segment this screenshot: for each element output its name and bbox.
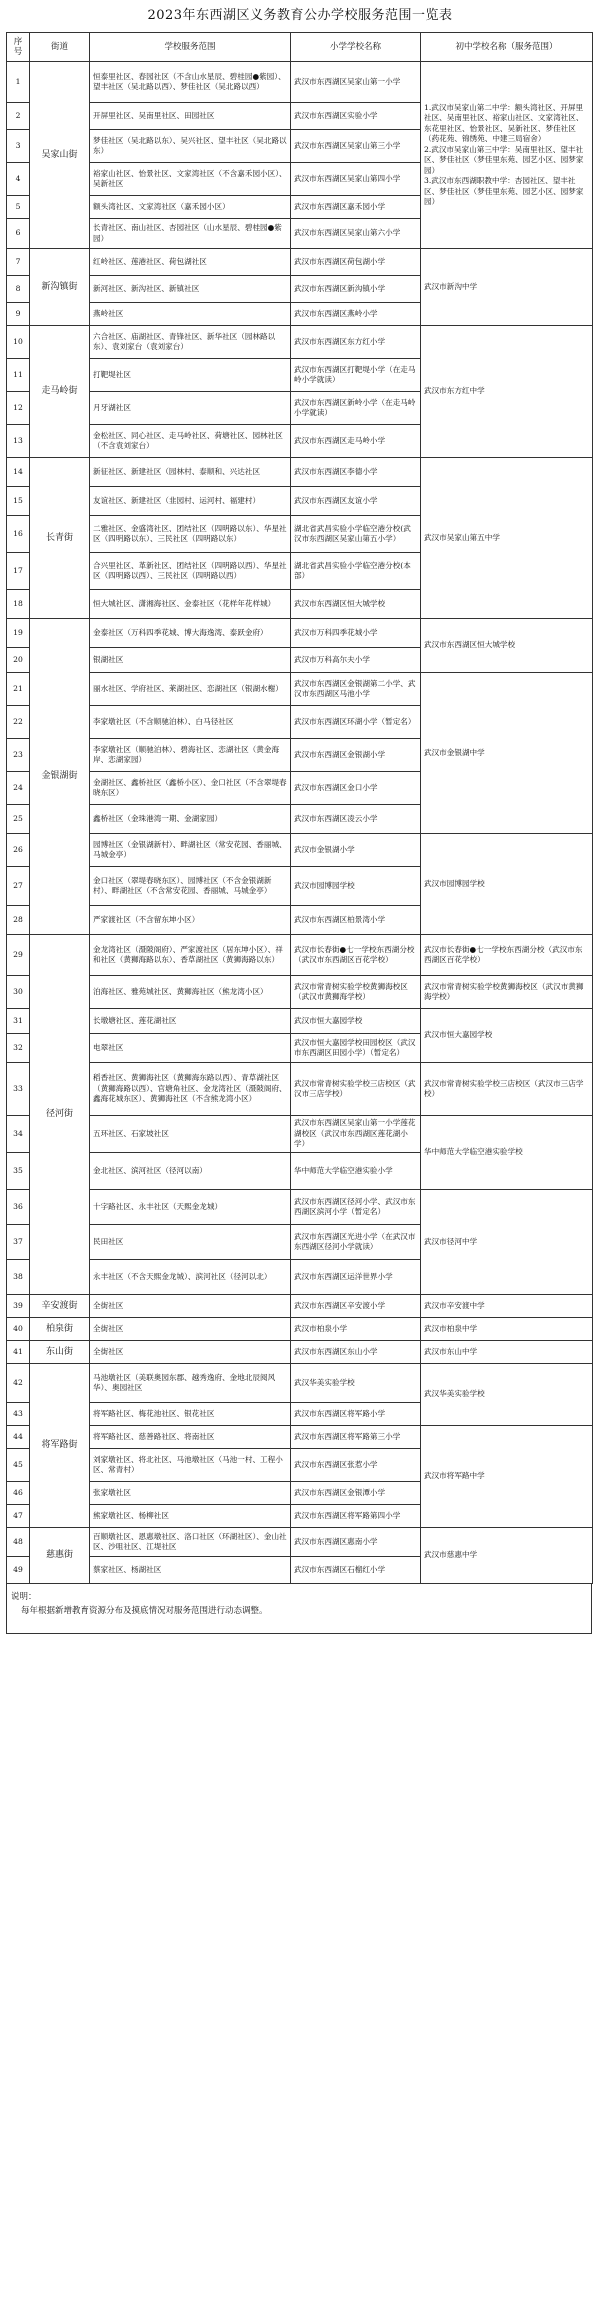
street-cell: 径河街 (30, 935, 90, 1295)
service-range-cell: 金湖社区、鑫桥社区（鑫桥小区）、金口社区（不含翠堤春晓东区） (90, 772, 291, 805)
primary-school-cell: 湖北省武昌实验小学临空港分校(武汉市东西湖区吴家山第五小学） (291, 516, 421, 553)
service-range-cell: 月牙湖社区 (90, 392, 291, 425)
row-number: 3 (7, 130, 30, 163)
table-row (7, 1295, 593, 1318)
row-number: 41 (7, 1341, 30, 1364)
row-number: 43 (7, 1403, 30, 1426)
row-number: 1 (7, 62, 30, 103)
row-number: 20 (7, 648, 30, 673)
service-range-table (6, 32, 593, 1584)
header-middle-school: 初中学校名称（服务范围） (421, 33, 593, 62)
primary-school-cell: 华中师范大学临空港实验小学 (291, 1153, 421, 1190)
primary-school-cell: 武汉市东西湖区运洋世界小学 (291, 1260, 421, 1295)
service-range-cell: 燕岭社区 (90, 303, 291, 326)
primary-school-cell: 武汉市东西湖区金银潭小学 (291, 1482, 421, 1505)
primary-school-cell: 武汉市东西湖区金银湖小学 (291, 739, 421, 772)
service-range-cell: 裕家山社区、怡景社区、文家湾社区（不含嘉禾园小区）、吴新社区 (90, 163, 291, 196)
middle-school-cell: 武汉市东西湖区恒大城学校 (421, 619, 593, 673)
primary-school-cell: 武汉市东西湖区吴家山第三小学 (291, 130, 421, 163)
middle-school-cell: 武汉市园博园学校 (421, 834, 593, 935)
row-number: 2 (7, 103, 30, 130)
middle-school-cell: 武汉市东山中学 (421, 1341, 593, 1364)
service-range-cell: 蔡家社区、杨湖社区 (90, 1557, 291, 1584)
primary-school-cell: 武汉市东西湖区走马岭小学 (291, 425, 421, 458)
table-row (7, 458, 593, 487)
row-number: 21 (7, 673, 30, 706)
street-cell: 辛安渡街 (30, 1295, 90, 1318)
table-note (6, 1584, 592, 1634)
table-row (7, 1364, 593, 1403)
primary-school-cell: 武汉市东西湖区石榴红小学 (291, 1557, 421, 1584)
service-range-cell: 恒大城社区、潇湘海社区、金泰社区（花样年花样城） (90, 590, 291, 619)
primary-school-cell: 武汉市常青树实验学校三店校区（武汉市三店学校） (291, 1063, 421, 1116)
row-number: 30 (7, 976, 30, 1009)
middle-school-cell: 武汉市长春街●七一学校东西湖分校（武汉市东西湖区百花学校） (421, 935, 593, 976)
primary-school-cell: 武汉市东西湖区打靶堤小学（在走马岭小学就读） (291, 359, 421, 392)
middle-school-cell: 武汉市辛安渡中学 (421, 1295, 593, 1318)
table-row (7, 1341, 593, 1364)
note-text: 每年根据新增教育资源分布及摸底情况对服务范围进行动态调整。 (21, 1606, 268, 1616)
middle-school-cell: 武汉市常青树实验学校黄狮海校区（武汉市黄狮海学校） (421, 976, 593, 1009)
service-range-cell: 李家墩社区（不含顺驰泊林）、白马径社区 (90, 706, 291, 739)
row-number: 23 (7, 739, 30, 772)
row-number: 37 (7, 1225, 30, 1260)
service-range-cell: 永丰社区（不含天熙金龙城）、滨河社区（径河以北） (90, 1260, 291, 1295)
street-cell: 慈惠街 (30, 1528, 90, 1584)
table-row (7, 1190, 593, 1225)
service-range-cell: 金北社区、滨河社区（径河以南） (90, 1153, 291, 1190)
primary-school-cell: 武汉市柏泉小学 (291, 1318, 421, 1341)
service-range-cell: 全街社区 (90, 1295, 291, 1318)
service-range-cell: 银湖社区 (90, 648, 291, 673)
middle-school-cell: 武汉市常青树实验学校三店校区（武汉市三店学校） (421, 1063, 593, 1116)
middle-school-entry: 3.武汉市东西湖职教中学：杏园社区、望丰社区、梦佳社区（梦佳里东苑、园艺小区、园梦家园） (424, 176, 584, 206)
street-cell: 东山街 (30, 1341, 90, 1364)
service-range-cell: 马池墩社区（美联奥园东郡、越秀逸府、金地北辰阅风华）、奥园社区 (90, 1364, 291, 1403)
service-range-cell: 打靶堤社区 (90, 359, 291, 392)
row-number: 19 (7, 619, 30, 648)
street-cell: 柏泉街 (30, 1318, 90, 1341)
primary-school-cell: 武汉市东西湖区环湖小学（暂定名） (291, 706, 421, 739)
primary-school-cell: 武汉市东西湖区嘉禾园小学 (291, 196, 421, 219)
row-number: 38 (7, 1260, 30, 1295)
page-title: 2023年东西湖区义务教育公办学校服务范围一览表 (147, 8, 453, 23)
service-range-cell: 刘家墩社区、将北社区、马池墩社区（马池一村、工程小区、常青村） (90, 1449, 291, 1482)
primary-school-cell: 武汉市东西湖区吴家山第六小学 (291, 219, 421, 249)
middle-school-entry: 2.武汉市吴家山第三中学：吴南里社区、望丰社区、梦佳社区（梦佳里东苑、园艺小区、园梦家园） (424, 144, 584, 175)
middle-school-cell (421, 62, 593, 249)
street-cell: 新沟镇街 (30, 249, 90, 326)
row-number: 31 (7, 1009, 30, 1034)
row-number: 46 (7, 1482, 30, 1505)
primary-school-cell: 武汉市万科四季花城小学 (291, 619, 421, 648)
primary-school-cell: 武汉市东西湖区李德小学 (291, 458, 421, 487)
primary-school-cell: 武汉市东西湖区凌云小学 (291, 805, 421, 834)
primary-school-cell: 武汉市东西湖区吴家山第四小学 (291, 163, 421, 196)
service-range-cell: 全街社区 (90, 1341, 291, 1364)
row-number: 48 (7, 1528, 30, 1557)
service-range-cell: 长墩塘社区、莲花湖社区 (90, 1009, 291, 1034)
table-row (7, 935, 593, 976)
street-cell: 金银湖街 (30, 619, 90, 935)
row-number: 39 (7, 1295, 30, 1318)
header-primary-school: 小学学校名称 (291, 33, 421, 62)
row-number: 15 (7, 487, 30, 516)
row-number: 28 (7, 906, 30, 935)
service-range-cell: 金泰社区（万科四季花城、博大海逸湾、泰跃金府） (90, 619, 291, 648)
row-number: 33 (7, 1063, 30, 1116)
row-number: 29 (7, 935, 30, 976)
primary-school-cell: 武汉市东西湖区惠南小学 (291, 1528, 421, 1557)
row-number: 25 (7, 805, 30, 834)
service-range-cell: 李家墩社区（顺驰泊林）、碧海社区、恋湖社区（黄金海岸、恋湖家园） (90, 739, 291, 772)
service-range-cell: 泊海社区、雅苑城社区、黄狮海社区（熊龙湾小区） (90, 976, 291, 1009)
row-number: 10 (7, 326, 30, 359)
service-range-cell: 红岭社区、莲港社区、荷包湖社区 (90, 249, 291, 276)
row-number: 32 (7, 1034, 30, 1063)
header-no: 序号 (7, 33, 30, 62)
middle-school-cell: 武汉市慈惠中学 (421, 1528, 593, 1584)
primary-school-cell: 武汉市东西湖区实验小学 (291, 103, 421, 130)
service-range-cell: 百顺墩社区、恩惠墩社区、洛口社区（环湖社区）、金山社区、沙咀社区、江堤社区 (90, 1528, 291, 1557)
service-range-cell: 开屏里社区、吴南里社区、田园社区 (90, 103, 291, 130)
primary-school-cell: 武汉市东西湖区吴家山第一小学 (291, 62, 421, 103)
service-range-cell: 五环社区、石家坡社区 (90, 1116, 291, 1153)
row-number: 9 (7, 303, 30, 326)
service-range-cell: 将军路社区、梅花池社区、银花社区 (90, 1403, 291, 1426)
primary-school-cell: 武汉市东西湖区新沟镇小学 (291, 276, 421, 303)
primary-school-cell: 武汉市金银湖小学 (291, 834, 421, 867)
row-number: 13 (7, 425, 30, 458)
table-row (7, 1116, 593, 1153)
service-range-cell: 合兴里社区、革新社区、团结社区（四明路以西）、华星社区（四明路以西）、三民社区（四明路以西） (90, 553, 291, 590)
primary-school-cell: 湖北省武昌实验小学临空港分校(本部） (291, 553, 421, 590)
middle-school-cell: 武汉市径河中学 (421, 1190, 593, 1295)
middle-school-cell: 武汉市柏泉中学 (421, 1318, 593, 1341)
middle-school-cell: 华中师范大学临空港实验学校 (421, 1116, 593, 1190)
service-range-cell: 长青社区、南山社区、杏园社区（山水星辰、碧桂园●紫园） (90, 219, 291, 249)
service-range-cell: 金口社区（翠堤春晓东区）、园博社区（不含金银湖新村）、畔湖社区（不含常安花园、香丽城、马城金亭） (90, 867, 291, 906)
row-number: 45 (7, 1449, 30, 1482)
primary-school-cell: 武汉市万科高尔夫小学 (291, 648, 421, 673)
row-number: 40 (7, 1318, 30, 1341)
service-range-cell: 电翠社区 (90, 1034, 291, 1063)
row-number: 11 (7, 359, 30, 392)
row-number: 5 (7, 196, 30, 219)
primary-school-cell: 武汉市东西湖区友谊小学 (291, 487, 421, 516)
header-street: 街道 (30, 33, 90, 62)
service-range-cell: 十字路社区、永丰社区（天熙金龙城） (90, 1190, 291, 1225)
row-number: 12 (7, 392, 30, 425)
middle-school-cell: 武汉市东方红中学 (421, 326, 593, 458)
row-number: 47 (7, 1505, 30, 1528)
row-number: 26 (7, 834, 30, 867)
service-range-cell: 园博社区（金银湖新村）、畔湖社区（常安花园、香丽城、马城金亭） (90, 834, 291, 867)
primary-school-cell: 武汉市东西湖区燕岭小学 (291, 303, 421, 326)
row-number: 42 (7, 1364, 30, 1403)
table-row (7, 1318, 593, 1341)
primary-school-cell: 武汉市东西湖区光进小学（在武汉市东西湖区径河小学就读） (291, 1225, 421, 1260)
middle-school-cell: 武汉市吴家山第五中学 (421, 458, 593, 619)
service-range-cell: 恒泰里社区、春园社区（不含山水星辰、碧桂园●紫园）、望丰社区（吴北路以西）、梦佳社区（吴北路以西） (90, 62, 291, 103)
note-label: 说明： (11, 1592, 37, 1602)
service-range-cell: 新征社区、新建社区（园林村、泰顺和、兴达社区 (90, 458, 291, 487)
middle-school-cell: 武汉市新沟中学 (421, 249, 593, 326)
row-number: 17 (7, 553, 30, 590)
service-range-cell: 鑫桥社区（金珠港湾一期、金湖家园） (90, 805, 291, 834)
row-number: 8 (7, 276, 30, 303)
table-row (7, 326, 593, 359)
primary-school-cell: 武汉市东西湖区新岭小学（在走马岭小学就读） (291, 392, 421, 425)
service-range-cell: 民田社区 (90, 1225, 291, 1260)
service-range-cell: 将军路社区、慈善路社区、将南社区 (90, 1426, 291, 1449)
row-number: 27 (7, 867, 30, 906)
row-number: 6 (7, 219, 30, 249)
primary-school-cell: 武汉市常青树实验学校黄狮海校区（武汉市黄狮海学校） (291, 976, 421, 1009)
primary-school-cell: 武汉市东西湖区张惹小学 (291, 1449, 421, 1482)
row-number: 4 (7, 163, 30, 196)
service-range-cell: 额头湾社区、文家湾社区（嘉禾园小区） (90, 196, 291, 219)
table-row (7, 1009, 593, 1034)
table-row (7, 834, 593, 867)
service-range-cell: 熊家墩社区、杨柳社区 (90, 1505, 291, 1528)
table-row (7, 619, 593, 648)
row-number: 34 (7, 1116, 30, 1153)
middle-school-cell: 武汉市金银湖中学 (421, 673, 593, 834)
primary-school-cell: 武汉市园博园学校 (291, 867, 421, 906)
service-range-cell: 张家墩社区 (90, 1482, 291, 1505)
service-range-cell: 六合社区、庙湖社区、青锋社区、新华社区（园林路以东）、袁刘家台（袁刘家台） (90, 326, 291, 359)
middle-school-entry: 1.武汉市吴家山第二中学：额头湾社区、开屏里社区、吴南里社区、裕家山社区、文家湾社区、东花里社区、怡景社区、吴新社区、梦佳社区（药花苑、锦绣苑、中建三局宿舍） (424, 102, 584, 143)
primary-school-cell: 武汉市恒大嘉园学校田园校区（武汉市东西湖区田园小学）（暂定名） (291, 1034, 421, 1063)
primary-school-cell: 武汉市东西湖区将军路第三小学 (291, 1426, 421, 1449)
service-range-cell: 金松社区、同心社区、走马岭社区、荷塘社区、园林社区（不含袁刘家台） (90, 425, 291, 458)
service-range-cell: 严家渡社区（不含留东坤小区） (90, 906, 291, 935)
header-service-range: 学校服务范围 (90, 33, 291, 62)
table-row (7, 249, 593, 276)
primary-school-cell: 武汉市东西湖区将军路第四小学 (291, 1505, 421, 1528)
primary-school-cell: 武汉华美实验学校 (291, 1364, 421, 1403)
primary-school-cell: 武汉市东西湖区将军路小学 (291, 1403, 421, 1426)
middle-school-cell: 武汉华美实验学校 (421, 1364, 593, 1426)
table-row (7, 976, 593, 1009)
row-number: 35 (7, 1153, 30, 1190)
table-row (7, 1528, 593, 1557)
row-number: 44 (7, 1426, 30, 1449)
row-number: 36 (7, 1190, 30, 1225)
row-number: 14 (7, 458, 30, 487)
service-range-cell: 新河社区、新沟社区、新镇社区 (90, 276, 291, 303)
row-number: 7 (7, 249, 30, 276)
street-cell: 长青街 (30, 458, 90, 619)
street-cell: 将军路街 (30, 1364, 90, 1528)
street-cell: 吴家山街 (30, 62, 90, 249)
primary-school-cell: 武汉市东西湖区东山小学 (291, 1341, 421, 1364)
primary-school-cell: 武汉市东西湖区恒大城学校 (291, 590, 421, 619)
service-range-cell: 丽水社区、学府社区、莱湖社区、恋湖社区（银湖水榭） (90, 673, 291, 706)
row-number: 49 (7, 1557, 30, 1584)
primary-school-cell: 武汉市东西湖区荷包湖小学 (291, 249, 421, 276)
primary-school-cell: 武汉市东西湖区东方红小学 (291, 326, 421, 359)
primary-school-cell: 武汉市东西湖区金银湖第二小学、武汉市东西湖区马池小学 (291, 673, 421, 706)
service-range-cell: 二雅社区、金盛湾社区、团结社区（四明路以东）、华星社区（四明路以东）、三民社区（四明路以东） (90, 516, 291, 553)
primary-school-cell: 武汉市东西湖区柏景湾小学 (291, 906, 421, 935)
table-row (7, 673, 593, 706)
row-number: 18 (7, 590, 30, 619)
primary-school-cell: 武汉市东西湖区径河小学、武汉市东西湖区滨河小学（暂定名） (291, 1190, 421, 1225)
row-number: 22 (7, 706, 30, 739)
primary-school-cell: 武汉市东西湖区吴家山第一小学莲花湖校区（武汉市东西湖区莲花湖小学） (291, 1116, 421, 1153)
row-number: 16 (7, 516, 30, 553)
table-row (7, 1063, 593, 1116)
service-range-cell: 友谊社区、新建社区（韭园村、运河村、福建村） (90, 487, 291, 516)
service-range-cell: 梦佳社区（吴北路以东）、吴兴社区、望丰社区（吴北路以东） (90, 130, 291, 163)
table-row (7, 62, 593, 103)
service-range-cell: 稻香社区、黄狮海社区（黄狮海东路以西）、青草湖社区（黄狮海路以西）、官塘角社区、金龙湾社区（滠陂阁府、鑫海花城东区）、黄狮海社区（不含熊龙湾小区） (90, 1063, 291, 1116)
primary-school-cell: 武汉市长春街●七一学校东西湖分校（武汉市东西湖区百花学校） (291, 935, 421, 976)
service-range-cell: 金龙湾社区（滠陂阁府）、严家渡社区（居东坤小区）、祥和社区（黄狮海路以东）、香草湖社区（黄狮海路以东） (90, 935, 291, 976)
primary-school-cell: 武汉市东西湖区辛安渡小学 (291, 1295, 421, 1318)
row-number: 24 (7, 772, 30, 805)
primary-school-cell: 武汉市东西湖区金口小学 (291, 772, 421, 805)
primary-school-cell: 武汉市恒大嘉园学校 (291, 1009, 421, 1034)
street-cell: 走马岭街 (30, 326, 90, 458)
middle-school-cell: 武汉市将军路中学 (421, 1426, 593, 1528)
middle-school-cell: 武汉市恒大嘉园学校 (421, 1009, 593, 1063)
service-range-cell: 全街社区 (90, 1318, 291, 1341)
table-row (7, 1426, 593, 1449)
table-header-row (7, 33, 593, 62)
